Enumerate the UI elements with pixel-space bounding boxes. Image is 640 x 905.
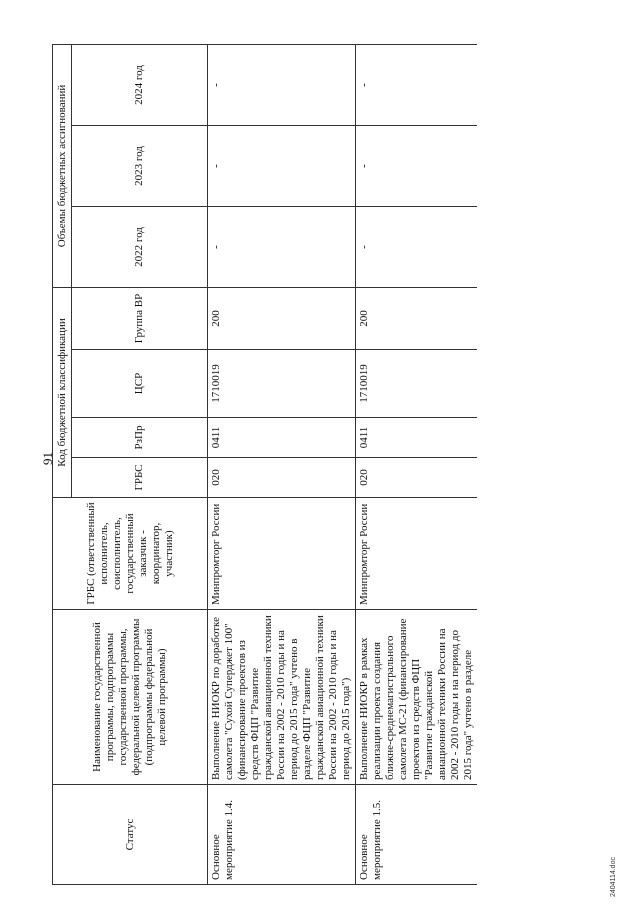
row-status: Основное мероприятие 1.5. bbox=[356, 785, 478, 885]
page-number: 91 bbox=[40, 452, 55, 465]
row-rzpr: 0411 bbox=[208, 418, 356, 458]
header-year-2024: 2024 год bbox=[72, 44, 208, 125]
row-vr: 200 bbox=[356, 287, 478, 349]
header-code-csr: ЦСР bbox=[72, 350, 208, 418]
row-name: Выполнение НИОКР по доработке самолета "Сухой Суперджет 100" (финансирование проектов из средств ФЦП "Развитие гражданской авиационной техники России на 2002 - 2010 годы и на период до 2015 года" учтено в разделе ФЦП "Развитие гражданской авиационной техники России на 2002 - 2010 годы и на период до 2015 года") bbox=[208, 610, 356, 785]
row-2024: - bbox=[208, 44, 356, 125]
header-code-rzpr: РзПр bbox=[72, 418, 208, 458]
header-grbs: ГРБС (ответственный исполнитель, соисполнитель, государственный заказчик - координатор, участник) bbox=[53, 498, 208, 610]
row-grbs-code: 020 bbox=[208, 458, 356, 498]
row-rzpr: 0411 bbox=[356, 418, 478, 458]
header-volume-group: Объемы бюджетных ассигнований bbox=[53, 44, 72, 287]
row-grbs: Минпромторг России bbox=[356, 498, 478, 610]
header-code-grbs: ГРБС bbox=[72, 458, 208, 498]
header-row-1 bbox=[53, 44, 72, 884]
row-2024: - bbox=[356, 44, 478, 125]
row-2022: - bbox=[356, 206, 478, 287]
header-code-group: Код бюджетной классификации bbox=[53, 287, 72, 497]
row-2023: - bbox=[356, 125, 478, 206]
row-status: Основное мероприятие 1.4. bbox=[208, 785, 356, 885]
row-csr: 1710019 bbox=[208, 350, 356, 418]
row-2022: - bbox=[208, 206, 356, 287]
row-grbs-code: 020 bbox=[356, 458, 478, 498]
row-vr: 200 bbox=[208, 287, 356, 349]
header-code-vr: Группа ВР bbox=[72, 287, 208, 349]
row-csr: 1710019 bbox=[356, 350, 478, 418]
row-2023: - bbox=[208, 125, 356, 206]
row-name: Выполнение НИОКР в рамках реализации проекта создания ближне-среднемагистрального самолета МС-21 (финансирование проектов из средств ФЦП "Развитие гражданской авиационной техники России на 2002 - 2010 годы и на период до 2015 года" учтено в разделе bbox=[356, 610, 478, 785]
header-year-2022: 2022 год bbox=[72, 206, 208, 287]
table-row bbox=[208, 44, 356, 884]
budget-table bbox=[52, 44, 477, 885]
header-year-2023: 2023 год bbox=[72, 125, 208, 206]
row-grbs: Минпромторг России bbox=[208, 498, 356, 610]
header-status: Статус bbox=[53, 785, 208, 885]
table-row bbox=[356, 44, 478, 884]
header-name: Наименование государственной программы, подпрограммы государственной программы, федеральной целевой программы (подпрограммы федеральной целевой программы) bbox=[53, 610, 208, 785]
footer-code: 2404114.doc bbox=[610, 857, 617, 897]
